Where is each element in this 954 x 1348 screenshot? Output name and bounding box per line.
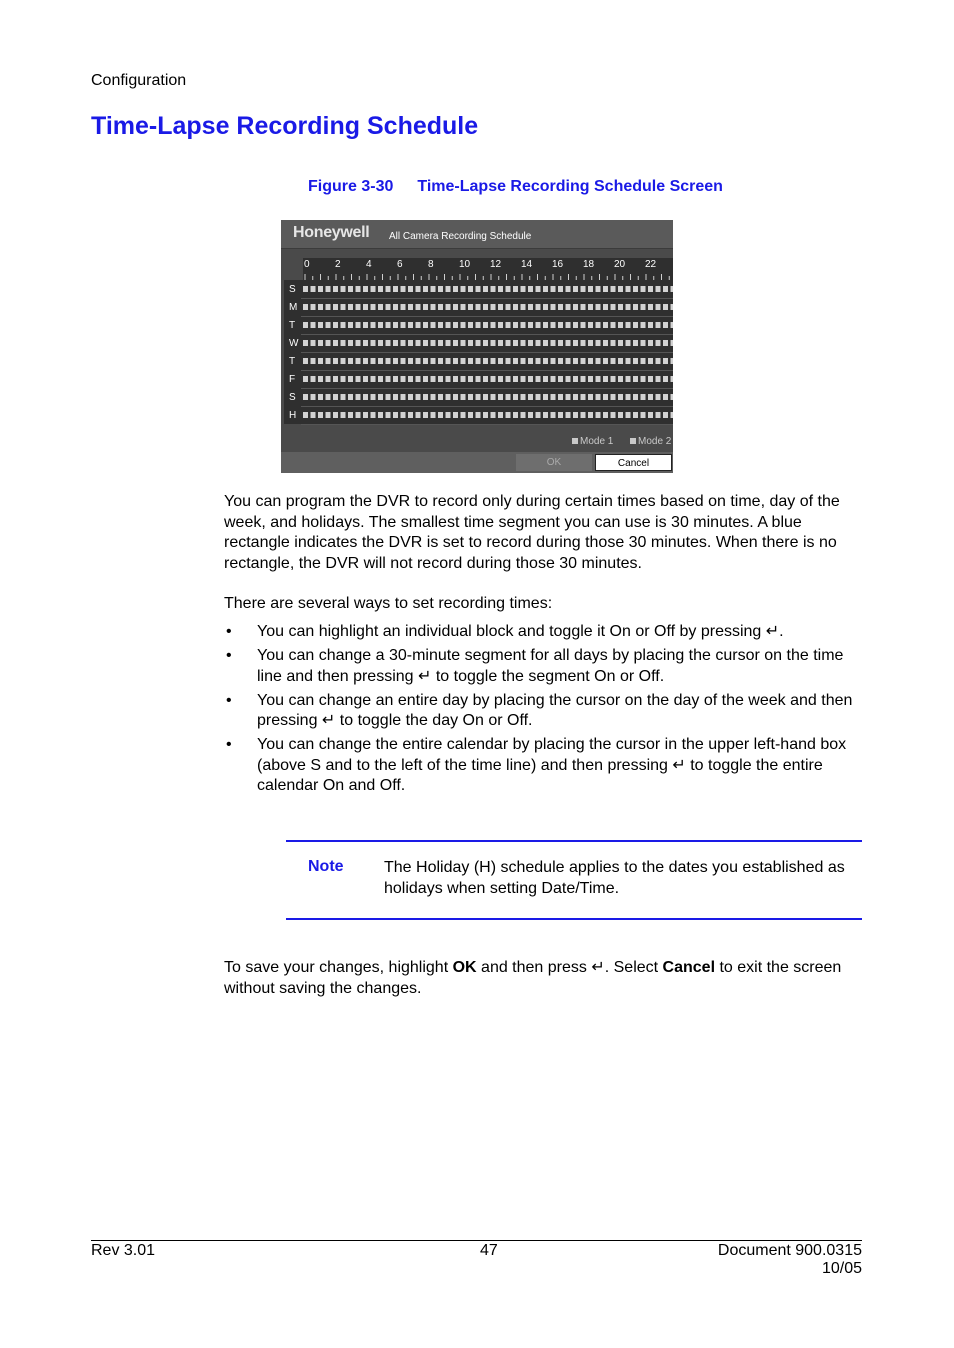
note-label: Note	[308, 858, 344, 875]
section-label: Configuration	[91, 72, 187, 89]
hour-label: 4	[366, 259, 372, 270]
hour-label: 2	[335, 259, 341, 270]
schedule-row[interactable]	[301, 334, 673, 353]
schedule-blocks[interactable]	[303, 322, 673, 328]
list-item-text: You can change an entire day by placing the cursor on the day of the week and then pressing ↵ to toggle the day On or Off.	[257, 691, 853, 729]
hour-label: 10	[459, 259, 471, 270]
schedule-row[interactable]	[301, 352, 673, 371]
legend-label: Mode 2	[638, 436, 672, 447]
list-item	[224, 622, 864, 643]
list-item	[224, 691, 864, 732]
day-label[interactable]: M	[289, 302, 298, 313]
schedule-blocks[interactable]	[303, 376, 673, 382]
list-item-text: You can highlight an individual block and toggle it On or Off by pressing ↵.	[257, 623, 784, 640]
schedule-row[interactable]	[301, 406, 673, 425]
day-label[interactable]: F	[289, 374, 296, 385]
screenshot-header	[281, 220, 673, 249]
page-number: 47	[480, 1242, 498, 1259]
save-text: To save your changes, highlight	[224, 959, 453, 976]
mode-1-square-icon	[572, 438, 578, 444]
brand-logo: Honeywell	[293, 224, 370, 241]
footer-divider	[91, 1240, 862, 1241]
day-label[interactable]: H	[289, 410, 297, 421]
figure-title: Time-Lapse Recording Schedule Screen	[417, 178, 723, 195]
footer-document	[718, 1242, 862, 1278]
save-text: to exit the screen without saving the changes.	[224, 959, 842, 997]
hour-label: 6	[397, 259, 403, 270]
ways-intro: There are several ways to set recording times:	[224, 595, 553, 612]
list-item-text: You can change a 30-minute segment for all days by placing the cursor on the time line and then pressing ↵ to toggle the segment On or Off.	[257, 647, 844, 685]
schedule-blocks[interactable]	[303, 340, 673, 346]
schedule-row[interactable]	[301, 280, 673, 299]
bullet-icon: •	[226, 647, 232, 664]
note-text: The Holiday (H) schedule applies to the dates you established as holidays when setting Date/Time.	[384, 859, 845, 897]
time-line[interactable]	[303, 258, 673, 280]
schedule-row[interactable]	[301, 316, 673, 335]
footer-revision: Rev 3.01	[91, 1242, 156, 1259]
day-column[interactable]	[284, 280, 301, 424]
note-box	[286, 840, 862, 920]
day-label[interactable]: S	[289, 284, 296, 295]
legend-mode-2	[630, 436, 671, 447]
schedule-blocks[interactable]	[303, 394, 673, 400]
figure-number: Figure 3-30	[308, 178, 394, 195]
schedule-row[interactable]	[301, 298, 673, 317]
schedule-blocks[interactable]	[303, 304, 673, 310]
day-label[interactable]: W	[289, 338, 299, 349]
hour-label: 8	[428, 259, 434, 270]
schedule-blocks[interactable]	[303, 412, 673, 418]
schedule-screenshot	[281, 220, 673, 473]
cancel-button[interactable]: Cancel	[595, 454, 672, 471]
hour-label: 0	[304, 259, 310, 270]
legend-mode-1	[572, 436, 613, 447]
document-number: Document 900.0315	[717, 1242, 862, 1259]
save-cancel-bold: Cancel	[662, 959, 716, 976]
hour-label: 18	[583, 259, 595, 270]
bullet-icon: •	[226, 691, 232, 709]
document-date: 10/05	[821, 1260, 862, 1277]
bullet-icon: •	[226, 623, 232, 640]
ok-button[interactable]: OK	[516, 454, 592, 471]
figure-caption	[308, 178, 723, 196]
screenshot-title: All Camera Recording Schedule	[389, 231, 532, 242]
save-paragraph	[224, 958, 864, 999]
list-item-text: You can change the entire calendar by placing the cursor in the upper left-hand box (above S and to the left of the time line) and then pressing ↵ to toggle the entire calendar On and Off.	[257, 736, 847, 794]
intro-paragraph: You can program the DVR to record only during certain times based on time, day of the week, and holidays. The smallest time segment you can use is 30 minutes. A blue rectangle indicates the DVR is set to record during those 30 minutes. When there is no rectangle, the DVR will not record during those 30 minutes.	[224, 493, 840, 572]
schedule-row[interactable]	[301, 388, 673, 407]
day-label[interactable]: S	[289, 392, 296, 403]
bullet-list	[224, 622, 864, 800]
list-item	[224, 646, 864, 687]
day-label[interactable]: T	[289, 356, 296, 367]
schedule-grid[interactable]	[301, 280, 673, 424]
schedule-blocks[interactable]	[303, 358, 673, 364]
hour-label: 22	[645, 259, 657, 270]
hour-label: 12	[490, 259, 502, 270]
save-text: and then press ↵. Select	[476, 959, 663, 976]
schedule-row[interactable]	[301, 370, 673, 389]
save-ok-bold: OK	[452, 959, 477, 976]
schedule-blocks[interactable]	[303, 286, 673, 292]
hour-label: 14	[521, 259, 533, 270]
hour-label: 20	[614, 259, 626, 270]
day-label[interactable]: T	[289, 320, 296, 331]
bullet-icon: •	[226, 736, 232, 753]
hour-label: 16	[552, 259, 564, 270]
list-item	[224, 735, 864, 797]
mode-2-square-icon	[630, 438, 636, 444]
legend-label: Mode 1	[580, 436, 614, 447]
page-title: Time-Lapse Recording Schedule	[91, 112, 479, 140]
